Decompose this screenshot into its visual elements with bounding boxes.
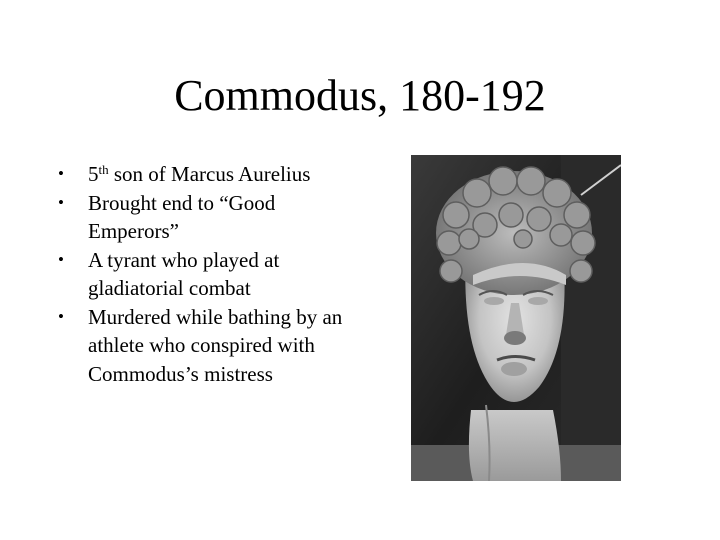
- bust-photo: [411, 155, 621, 481]
- bullet-item: [56, 160, 356, 189]
- marble-bust-photo-icon: [411, 155, 621, 481]
- bullet-text: A tyrant who played at gladiatorial combat: [88, 247, 280, 300]
- bullet-dot: •: [58, 249, 64, 269]
- bullet-dot: •: [58, 192, 64, 212]
- bullet-text: Brought end to “Good Emperors”: [88, 190, 276, 243]
- bullet-item: [56, 303, 356, 389]
- bullet-dot: •: [58, 164, 64, 183]
- bullet-list: [56, 160, 356, 388]
- bullet-text: Murdered while bathing by an athlete who conspired with Commodus’s mistress: [88, 304, 343, 386]
- bullet-text: son of Marcus Aurelius: [108, 162, 311, 186]
- bullet-text: 5: [88, 162, 99, 186]
- bullet-dot: •: [58, 306, 64, 326]
- bullet-superscript: th: [98, 162, 109, 177]
- slide-title: Commodus, 180-192: [174, 71, 546, 120]
- bullet-item: [56, 246, 356, 303]
- bullet-item: [56, 189, 356, 246]
